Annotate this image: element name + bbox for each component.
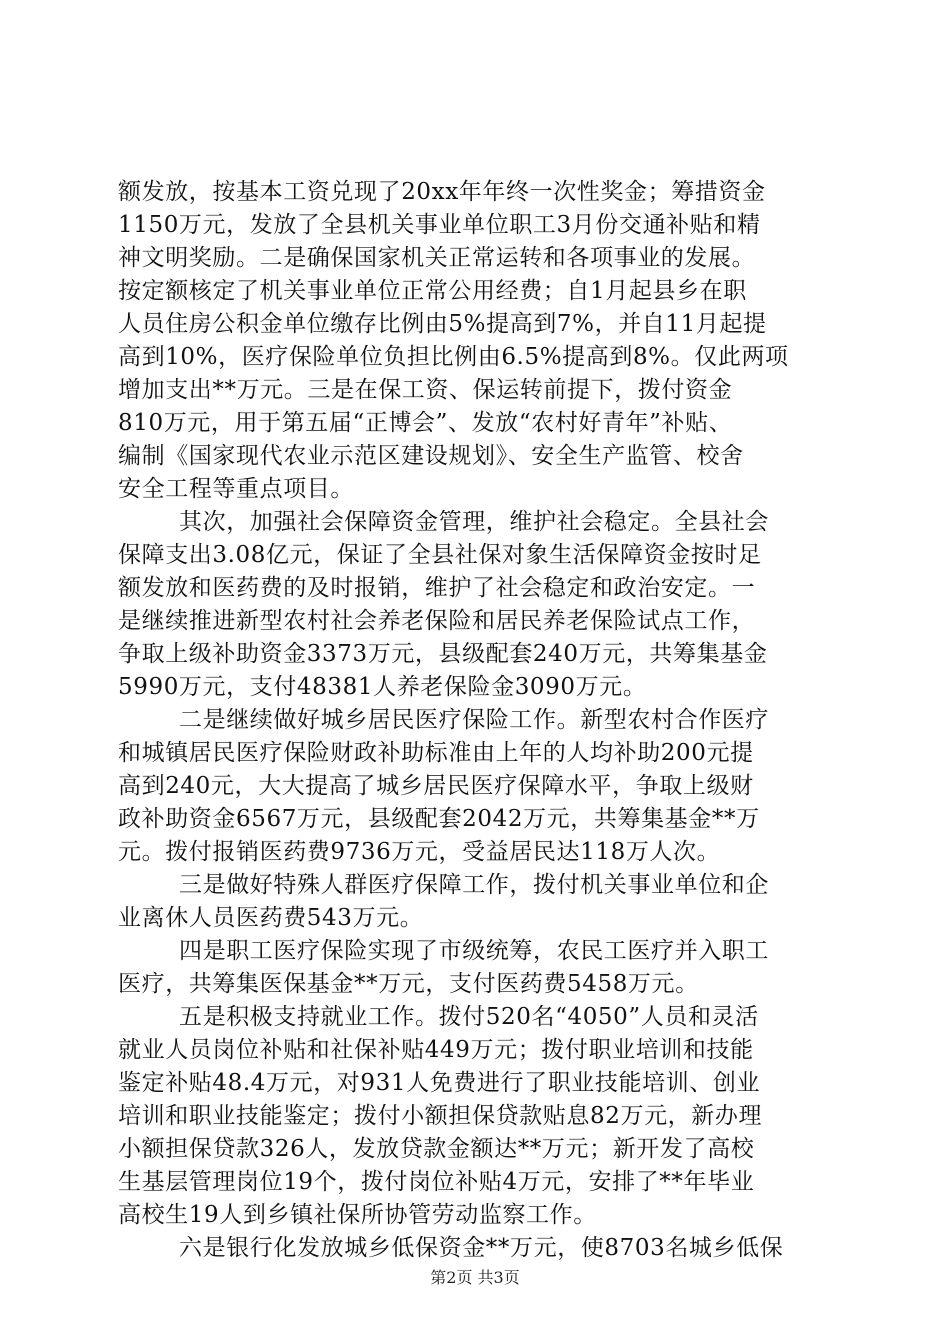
- text-line: 争取上级补助资金3373万元，县级配套240万元，共筹集基金: [118, 641, 768, 667]
- text-line: 人员住房公积金单位缴存比例由5%提高到7%，并自11月起提: [118, 311, 767, 337]
- text-line: 鉴定补贴48.4万元，对931人免费进行了职业技能培训、创业: [118, 1070, 761, 1096]
- document-body: [118, 176, 832, 1265]
- text-line: 就业人员岗位补贴和社保补贴449万元；拨付职业培训和技能: [118, 1037, 754, 1063]
- text-line: 是继续推进新型农村社会养老保险和居民养老保险试点工作，: [118, 608, 756, 634]
- text-line: 5990万元，支付48381人养老保险金3090万元。: [118, 674, 647, 700]
- text-line: 按定额核定了机关事业单位正常公用经费；自1月起县乡在职: [118, 278, 747, 304]
- text-line: 政补助资金6567万元，县级配套2042万元，共筹集基金**万: [118, 806, 760, 832]
- text-line: 生基层管理岗位19个，拨付岗位补贴4万元，安排了**年毕业: [118, 1169, 755, 1195]
- text-line: 高到10%，医疗保险单位负担比例由6.5%提高到8%。仅此两项: [118, 344, 789, 370]
- paragraph-start-line: 四是职工医疗保险实现了市级统筹，农民工医疗并入职工: [179, 938, 769, 964]
- text-line: 高到240元，大大提高了城乡居民医疗保障水平，争取上级财: [118, 773, 754, 799]
- text-line: 医疗，共筹集医保基金**万元，支付医药费5458万元。: [118, 971, 699, 997]
- text-line: 额发放，按基本工资兑现了20xx年年终一次性奖金；筹措资金: [118, 179, 766, 205]
- text-line: 编制《国家现代农业示范区建设规划》、安全生产监管、校舍: [118, 443, 744, 469]
- text-line: 保障支出3.08亿元，保证了全县社保对象生活保障资金按时足: [118, 542, 762, 568]
- paragraph-start-line: 其次，加强社会保障资金管理，维护社会稳定。全县社会: [179, 509, 769, 535]
- text-line: 1150万元，发放了全县机关事业单位职工3月份交通补贴和精: [118, 212, 761, 238]
- text-line: 额发放和医药费的及时报销，维护了社会稳定和政治安定。一: [118, 575, 756, 601]
- text-line: 元。拨付报销医药费9736万元，受益居民达118万人次。: [118, 839, 721, 865]
- page-number-footer: 第2页 共3页: [430, 1268, 520, 1287]
- text-line: 和城镇居民医疗保险财政补助标准由上年的人均补助200元提: [118, 740, 754, 766]
- paragraph-start-line: 六是银行化发放城乡低保资金**万元，使8703名城乡低保: [179, 1235, 784, 1261]
- paragraph-start-line: 五是积极支持就业工作。拨付520名“4050”人员和灵活: [179, 1004, 759, 1030]
- paragraph-start-line: 二是继续做好城乡居民医疗保险工作。新型农村合作医疗: [179, 707, 769, 733]
- text-line: 增加支出**万元。三是在保工资、保运转前提下，拨付资金: [118, 377, 733, 403]
- text-line: 业离休人员医药费543万元。: [118, 905, 424, 931]
- text-line: 安全工程等重点项目。: [118, 476, 354, 502]
- text-line: 810万元，用于第五届“正博会”、发放“农村好青年”补贴、: [118, 410, 733, 436]
- text-line: 高校生19人到乡镇社保所协管劳动监察工作。: [118, 1202, 597, 1228]
- text-line: 培训和职业技能鉴定；拨付小额担保贷款贴息82万元，新办理: [118, 1103, 763, 1129]
- text-line: 小额担保贷款326人，发放贷款金额达**万元；新开发了高校: [118, 1136, 755, 1162]
- text-line: 神文明奖励。二是确保国家机关正常运转和各项事业的发展。: [118, 245, 756, 271]
- paragraph-start-line: 三是做好特殊人群医疗保障工作，拨付机关事业单位和企: [179, 872, 769, 898]
